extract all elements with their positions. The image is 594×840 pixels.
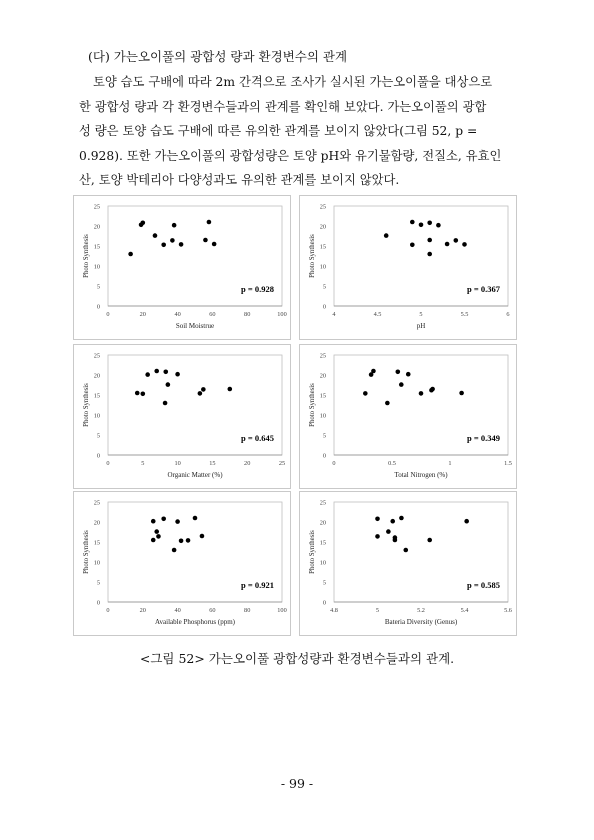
y-tick-label: 10 xyxy=(93,559,100,567)
y-tick-label: 20 xyxy=(93,372,100,380)
data-point xyxy=(151,538,156,543)
data-point xyxy=(385,401,390,406)
total-nitrogen-chart xyxy=(299,344,517,489)
x-axis-label: Organic Matter (%) xyxy=(167,471,223,479)
data-point xyxy=(393,535,398,540)
x-tick-label: 0.5 xyxy=(388,460,396,467)
y-tick-label: 15 xyxy=(319,539,326,547)
x-tick-label: 5 xyxy=(141,460,145,467)
data-point xyxy=(200,534,205,539)
p-value-annotation: p = 0.349 xyxy=(467,433,500,443)
scatter-plot xyxy=(300,196,516,339)
data-point xyxy=(399,382,404,387)
y-axis-label: Photo Synthesis xyxy=(83,234,90,278)
x-axis-label: Available Phosphorus (ppm) xyxy=(155,618,235,626)
y-tick-label: 5 xyxy=(322,283,326,291)
data-point xyxy=(141,221,146,226)
data-point xyxy=(163,370,168,375)
data-point xyxy=(403,548,408,553)
x-tick-label: 100 xyxy=(277,311,287,318)
y-tick-label: 25 xyxy=(93,203,100,211)
y-tick-label: 20 xyxy=(319,223,326,231)
x-tick-label: 100 xyxy=(277,607,287,614)
y-tick-label: 20 xyxy=(319,519,326,527)
x-tick-label: 5.5 xyxy=(460,311,469,318)
x-tick-label: 0 xyxy=(106,460,110,467)
data-point xyxy=(207,220,212,225)
data-point xyxy=(427,538,432,543)
scatter-plot xyxy=(300,492,516,635)
y-tick-label: 0 xyxy=(322,303,326,311)
data-point xyxy=(445,242,450,247)
bacteria-diversity-chart xyxy=(299,491,517,636)
y-tick-label: 5 xyxy=(322,432,326,440)
x-tick-label: 20 xyxy=(139,311,146,318)
x-axis-label: Soil Moistrue xyxy=(175,322,215,330)
organic-matter-chart xyxy=(73,344,291,489)
x-tick-label: 20 xyxy=(139,607,146,614)
data-point xyxy=(228,387,233,392)
data-point xyxy=(175,519,180,524)
data-point xyxy=(427,252,432,257)
x-tick-label: 60 xyxy=(209,311,216,318)
data-point xyxy=(430,387,435,392)
y-axis-label: Photo Synthesis xyxy=(309,234,316,278)
x-axis-label: Bateria Diversity (Genus) xyxy=(384,618,458,626)
data-point xyxy=(193,516,198,521)
x-tick-label: 40 xyxy=(174,607,181,614)
y-tick-label: 0 xyxy=(96,599,100,607)
y-tick-label: 25 xyxy=(93,499,100,507)
data-point xyxy=(375,517,380,522)
y-tick-label: 20 xyxy=(93,519,100,527)
y-tick-label: 15 xyxy=(93,243,100,251)
x-tick-label: 0 xyxy=(106,311,110,318)
x-tick-label: 4 xyxy=(332,311,336,318)
y-axis-label: Photo Synthesis xyxy=(309,383,316,427)
data-point xyxy=(203,238,208,243)
p-value-annotation: p = 0.367 xyxy=(467,284,500,294)
scatter-plot xyxy=(74,196,290,339)
data-point xyxy=(396,370,401,375)
y-tick-label: 20 xyxy=(93,223,100,231)
data-point xyxy=(410,220,415,225)
y-tick-label: 0 xyxy=(322,452,326,460)
data-point xyxy=(172,548,177,553)
x-tick-label: 80 xyxy=(244,311,251,318)
y-tick-label: 0 xyxy=(322,599,326,607)
data-point xyxy=(212,242,217,247)
y-tick-label: 15 xyxy=(93,392,100,400)
y-tick-label: 25 xyxy=(319,499,326,507)
data-point xyxy=(175,372,180,377)
y-tick-label: 20 xyxy=(319,372,326,380)
data-point xyxy=(427,238,432,243)
p-value-annotation: p = 0.928 xyxy=(241,284,274,294)
data-point xyxy=(198,391,203,396)
y-tick-label: 10 xyxy=(319,412,326,420)
data-point xyxy=(375,534,380,539)
x-tick-label: 6 xyxy=(506,311,510,318)
y-tick-label: 25 xyxy=(93,352,100,360)
data-point xyxy=(179,242,184,247)
data-point xyxy=(141,392,146,397)
data-point xyxy=(399,516,404,521)
data-point xyxy=(462,242,467,247)
data-point xyxy=(406,372,411,377)
data-point xyxy=(419,391,424,396)
data-point xyxy=(419,223,424,228)
y-tick-label: 15 xyxy=(93,539,100,547)
x-tick-label: 5 xyxy=(419,311,423,318)
x-tick-label: 25 xyxy=(278,460,286,467)
soil-moisture-chart xyxy=(73,195,291,340)
data-point xyxy=(436,223,441,228)
y-axis-label: Photo Synthesis xyxy=(309,530,316,574)
data-point xyxy=(166,382,171,387)
data-point xyxy=(163,401,168,406)
data-point xyxy=(161,517,166,522)
y-tick-label: 10 xyxy=(319,559,326,567)
y-tick-label: 25 xyxy=(319,203,326,211)
x-axis-label: pH xyxy=(416,322,426,330)
data-point xyxy=(371,369,376,374)
ph-chart xyxy=(299,195,517,340)
section-heading: (다) 가는오이풀의 광합성 량과 환경변수의 관계 xyxy=(88,49,348,64)
y-tick-label: 5 xyxy=(96,432,100,440)
paragraph-line: 산, 토양 박테리아 다양성과도 유의한 관계를 보이지 않았다. xyxy=(79,173,400,187)
data-point xyxy=(384,233,389,238)
y-tick-label: 5 xyxy=(96,579,100,587)
data-point xyxy=(427,221,432,226)
x-tick-label: 80 xyxy=(244,607,251,614)
data-point xyxy=(156,534,161,539)
x-tick-label: 1.5 xyxy=(504,460,512,467)
y-tick-label: 15 xyxy=(319,392,326,400)
page-number: - 99 - xyxy=(280,776,314,791)
y-tick-label: 0 xyxy=(96,452,100,460)
data-point xyxy=(386,529,391,534)
scatter-plot xyxy=(74,345,290,488)
x-tick-label: 4.8 xyxy=(330,607,338,614)
scatter-figure xyxy=(73,195,518,640)
data-point xyxy=(410,243,415,248)
x-tick-label: 10 xyxy=(174,460,181,467)
x-tick-label: 15 xyxy=(209,460,216,467)
y-axis-label: Photo Synthesis xyxy=(83,530,90,574)
data-point xyxy=(154,529,159,534)
y-tick-label: 5 xyxy=(96,283,100,291)
figure-caption: <그림 52> 가는오이풀 광합성량과 환경변수들과의 관계. xyxy=(139,651,455,666)
paragraph-line: 성 량은 토양 습도 구배에 따른 유의한 관계를 보이지 않았다(그림 52, p = xyxy=(79,124,478,138)
x-tick-label: 40 xyxy=(174,311,181,318)
y-axis-label: Photo Synthesis xyxy=(83,383,90,427)
data-point xyxy=(201,387,206,392)
y-tick-label: 10 xyxy=(319,263,326,271)
y-tick-label: 15 xyxy=(319,243,326,251)
paragraph-line: 토양 습도 구배에 따라 2m 간격으로 조사가 실시된 가는오이풀을 대상으로 xyxy=(93,75,493,89)
x-tick-label: 20 xyxy=(244,460,251,467)
x-tick-label: 5 xyxy=(375,607,380,614)
data-point xyxy=(363,391,368,396)
x-tick-label: 4.5 xyxy=(373,311,382,318)
data-point xyxy=(145,372,150,377)
data-point xyxy=(153,233,158,238)
paragraph-line: 0.928). 또한 가는오이풀의 광합성량은 토양 pH와 유기물함량, 전질소, 유효인 xyxy=(79,148,502,163)
data-point xyxy=(454,238,459,243)
x-axis-label: Total Nitrogen (%) xyxy=(394,471,448,479)
data-point xyxy=(179,539,184,544)
x-tick-label: 5.2 xyxy=(417,607,425,614)
data-point xyxy=(135,391,140,396)
p-value-annotation: p = 0.921 xyxy=(241,580,274,590)
data-point xyxy=(172,223,177,228)
scatter-plot xyxy=(300,345,516,488)
x-tick-label: 0 xyxy=(106,607,110,614)
y-tick-label: 25 xyxy=(319,352,326,360)
p-value-annotation: p = 0.585 xyxy=(467,580,500,590)
phosphorus-chart xyxy=(73,491,291,636)
x-tick-label: 5.6 xyxy=(504,607,512,614)
data-point xyxy=(390,519,395,524)
x-tick-label: 0 xyxy=(332,460,336,467)
data-point xyxy=(459,391,464,396)
y-tick-label: 5 xyxy=(322,579,326,587)
scatter-plot xyxy=(74,492,290,635)
y-tick-label: 10 xyxy=(93,263,100,271)
y-tick-label: 10 xyxy=(93,412,100,420)
data-point xyxy=(464,519,469,524)
data-point xyxy=(161,243,166,248)
data-point xyxy=(186,538,191,543)
data-point xyxy=(128,252,133,257)
data-point xyxy=(170,238,175,243)
p-value-annotation: p = 0.645 xyxy=(241,433,274,443)
body-paragraph xyxy=(79,70,531,193)
x-tick-label: 1 xyxy=(448,460,452,467)
paragraph-line: 한 광합성 량과 각 환경변수들과의 관계를 확인해 보았다. 가는오이풀의 광합 xyxy=(79,99,487,114)
data-point xyxy=(154,369,159,374)
x-tick-label: 60 xyxy=(209,607,216,614)
x-tick-label: 5.4 xyxy=(460,607,469,614)
data-point xyxy=(151,519,156,524)
y-tick-label: 0 xyxy=(96,303,100,311)
